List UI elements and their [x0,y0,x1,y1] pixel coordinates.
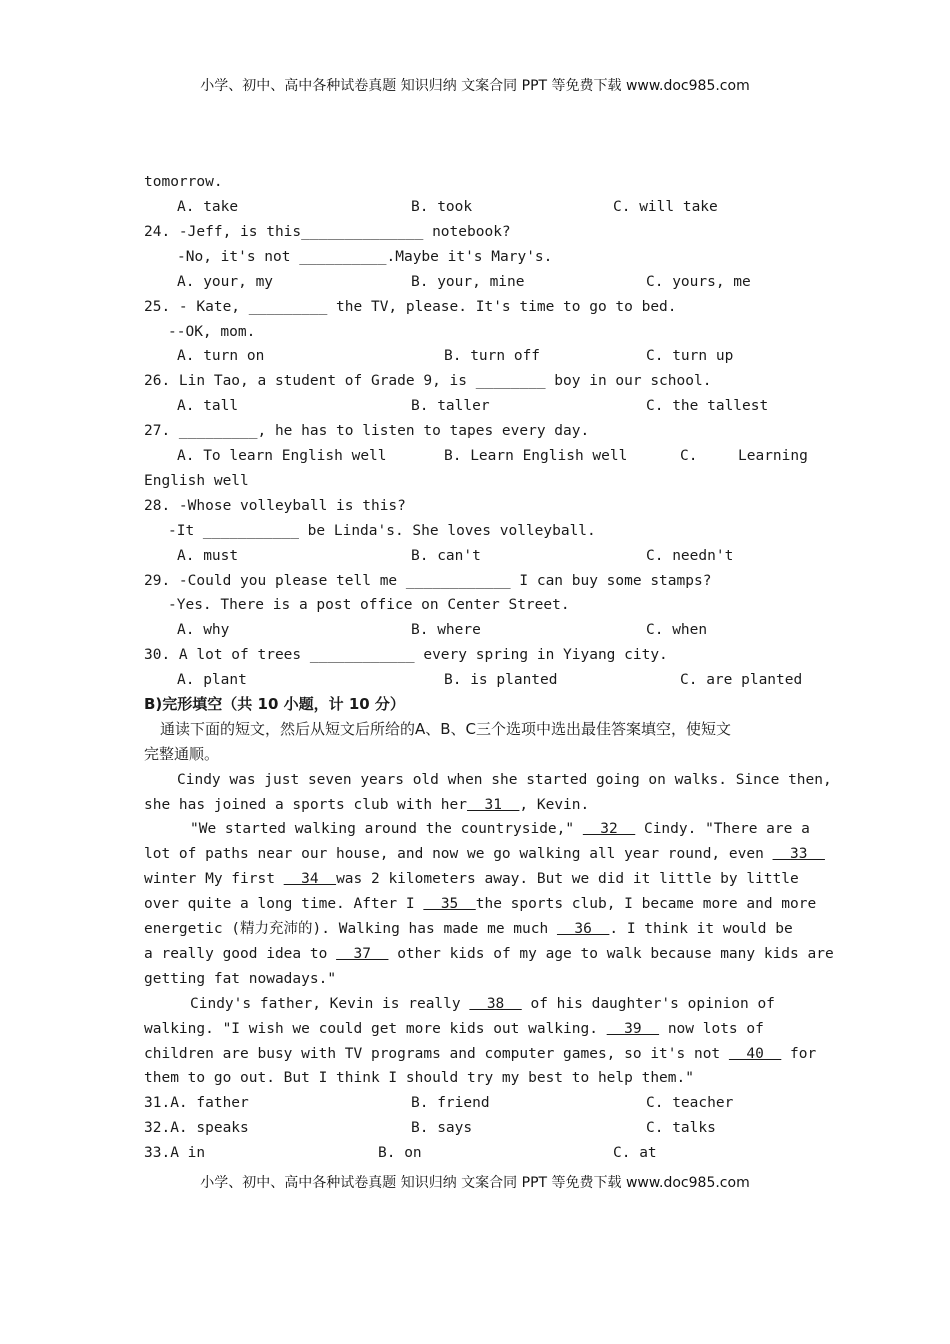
option-b: B. turn off [444,348,541,364]
option-b: B. on [378,1145,422,1161]
option-a: A. tall [177,398,239,414]
blank-40: 40 [728,1046,782,1062]
blank-39: 39 [606,1021,660,1037]
question-28: 28. -Whose volleyball is this? [144,498,406,514]
option-a: 32.A. speaks [144,1120,249,1136]
option-b: B. your, mine [411,274,525,290]
blank-31: 31 [467,797,520,813]
option-c-continuation: English well [144,473,249,489]
instructions: 通读下面的短文，然后从短文后所给的A、B、C三个选项中选出最佳答案填空，使短文 [160,720,732,738]
option-a: A. To learn English well [177,448,387,464]
option-c: C. will take [613,199,718,215]
blank-32: 32 [582,821,636,837]
option-c: C. [680,448,698,464]
page-footer: 小学、初中、高中各种试卷真题 知识归纳 文案合同 PPT 等免费下载 www.doc985.com [200,1175,750,1191]
passage-line: lot of paths near our house, and now we go walking all year round, even 33 [144,846,825,862]
option-a: A. plant [177,672,247,688]
option-a: A. must [177,548,239,564]
question-30: 30. A lot of trees ____________ every spring in Yiyang city. [144,647,668,663]
option-c: C. turn up [646,348,734,364]
blank-37: 37 [336,946,389,962]
option-b: B. Learn English well [444,448,628,464]
blank-36: 36 [556,921,610,937]
question-25-line2: --OK, mom. [168,324,256,340]
question-27: 27. _________, he has to listen to tapes every day. [144,423,590,439]
passage-line: Cindy was just seven years old when she started going on walks. Since then, [177,772,832,788]
passage-line: walking. "I wish we could get more kids out walking. 39 now lots of [144,1021,764,1037]
blank-33: 33 [772,846,825,862]
question-24: 24. -Jeff, is this______________ notebook? [144,224,511,240]
option-b: B. is planted [444,672,558,688]
option-c: C. talks [646,1120,716,1136]
blank-34: 34 [283,871,337,887]
option-a: A. your, my [177,274,274,290]
passage-line: them to go out. But I think I should try my best to help them." [144,1070,694,1086]
option-b: B. friend [411,1095,490,1111]
option-b: B. says [411,1120,473,1136]
blank-38: 38 [469,996,522,1012]
option-a: 31.A. father [144,1095,249,1111]
passage-line: getting fat nowadays." [144,971,337,987]
question-28-line2: -It ___________ be Linda's. She loves volleyball. [168,523,596,539]
option-a: 33.A in [144,1145,206,1161]
option-b: B. taller [411,398,490,414]
question-29: 29. -Could you please tell me ____________ I can buy some stamps? [144,573,712,589]
option-c: C. teacher [646,1095,734,1111]
option-a: A. turn on [177,348,265,364]
passage-line: Cindy's father, Kevin is really 38 of his daughter's opinion of [190,996,775,1012]
question-25: 25. - Kate, _________ the TV, please. It's time to go to bed. [144,299,677,315]
question-continuation: tomorrow. [144,174,223,190]
option-a: A. take [177,199,239,215]
option-c-text: Learning [738,448,808,464]
passage-line: she has joined a sports club with her 31 , Kevin. [144,797,590,813]
option-b: B. where [411,622,481,638]
passage-line: energetic (精力充沛的). Walking has made me much 36 . I think it would be [144,921,793,937]
option-b: B. can't [411,548,481,564]
passage-line: over quite a long time. After I 35 the sports club, I became more and more [144,896,817,912]
blank-35: 35 [423,896,476,912]
passage-line: "We started walking around the countryside," 32 Cindy. "There are a [190,821,810,837]
section-heading: B)完形填空（共 10 小题，计 10 分） [144,695,405,713]
passage-line: children are busy with TV programs and computer games, so it's not 40 for [144,1046,817,1062]
option-c: C. when [646,622,708,638]
page-header: 小学、初中、高中各种试卷真题 知识归纳 文案合同 PPT 等免费下载 www.doc985.com [200,78,750,94]
passage-line: a really good idea to 37 other kids of my age to walk because many kids are [144,946,834,962]
option-c: C. needn't [646,548,734,564]
question-26: 26. Lin Tao, a student of Grade 9, is ________ boy in our school. [144,373,712,389]
option-c: C. yours, me [646,274,751,290]
option-c: C. at [613,1145,657,1161]
option-c: C. are planted [680,672,803,688]
question-24-line2: -No, it's not __________.Maybe it's Mary's. [177,249,553,265]
instructions-cont: 完整通顺。 [144,745,220,763]
question-29-line2: -Yes. There is a post office on Center Street. [168,597,570,613]
passage-line: winter My first 34 was 2 kilometers away. But we did it little by little [144,871,799,887]
option-a: A. why [177,622,230,638]
option-b: B. took [411,199,473,215]
option-c: C. the tallest [646,398,769,414]
